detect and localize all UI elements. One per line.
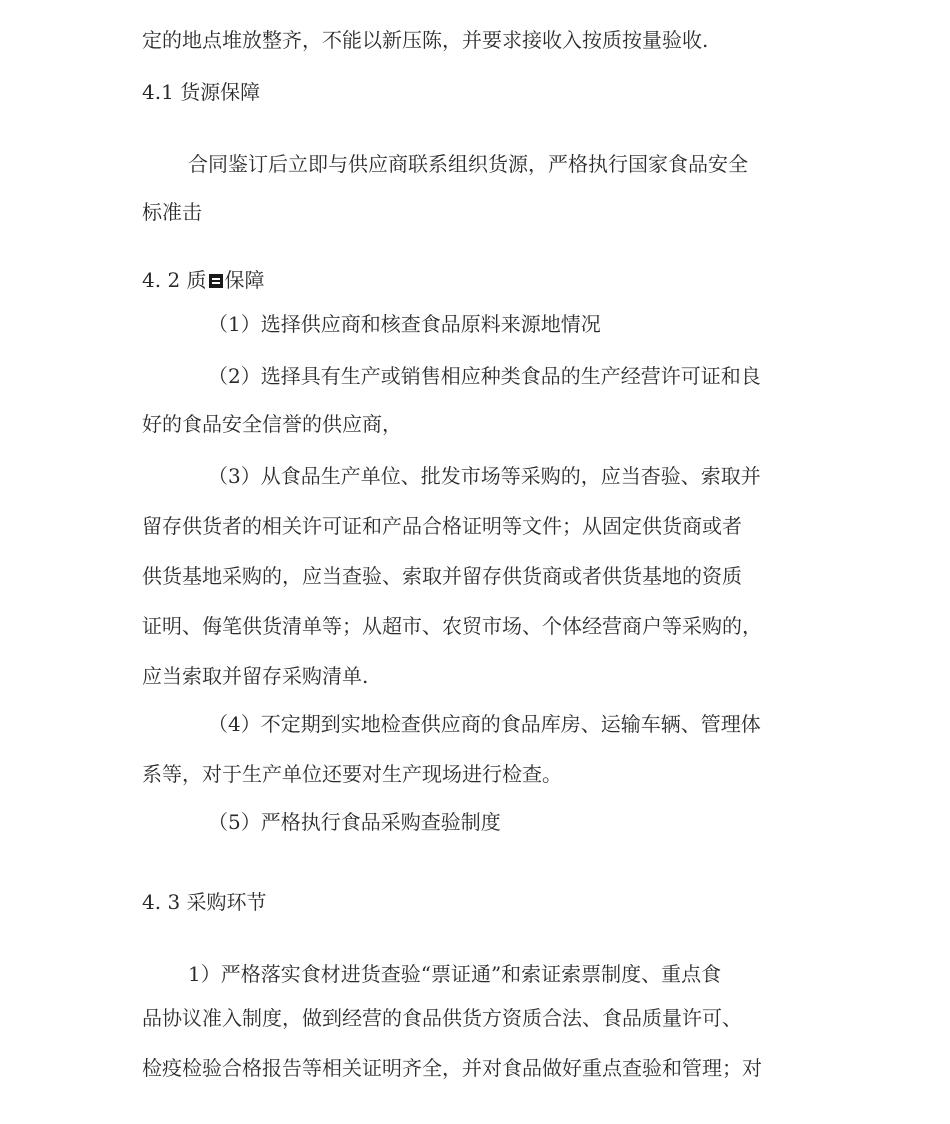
paragraph-line: 好的食品安全信誉的供应商， [142, 412, 402, 436]
list-item: （3）从食品生产单位、批发市场等采购的，应当杳验、索取并 [208, 464, 761, 488]
heading-part: 4. 2 质 [142, 268, 207, 292]
section-heading-4-1: 4.1 货源保障 [142, 80, 261, 104]
section-heading-4-3: 4. 3 采购环节 [142, 890, 267, 914]
paragraph-line: 定的地点堆放整齐，不能以新压陈，并要求接收入按质按量验收. [142, 28, 709, 52]
list-item: （1）选择供应商和核查食品原料来源地情况 [208, 312, 601, 336]
heading-part: 保障 [224, 268, 265, 292]
paragraph-line: 标准击 [142, 200, 202, 224]
list-item: 1）严格落实食材进货查验“票证通”和索证索票制度、重点食 [188, 962, 722, 986]
paragraph-line: 品协议准入制度，做到经营的食品供货方资质合法、食品质量许可、 [142, 1006, 742, 1030]
paragraph-line: 留存供货者的相关许可证和产品合格证明等文件；从固定供货商或者 [142, 514, 742, 538]
redacted-glyph-icon [209, 274, 223, 288]
paragraph-line: 供货基地采购的，应当查验、索取并留存供货商或者供货基地的资质 [142, 564, 742, 588]
paragraph-line: 系等，对于生产单位还要对生产现场进行检查。 [142, 762, 562, 786]
paragraph-line: 合同鉴订后立即与供应商联系组织货源，严格执行国家食品安全 [188, 152, 748, 176]
paragraph-line: 证明、侮笔供货清单等；从超市、农贸市场、个体经营商户等采购的， [142, 614, 762, 638]
list-item: （5）严格执行食品采购查验制度 [208, 810, 501, 834]
list-item: （4）不定期到实地检查供应商的食品库房、运输车辆、管理体 [208, 712, 761, 736]
section-heading-4-2 [142, 268, 265, 292]
paragraph-line: 检疫检验合格报告等相关证明齐全，并对食品做好重点查验和管理；对 [142, 1056, 762, 1080]
list-item: （2）选择具有生产或销售相应种类食品的生产经营许可证和良 [208, 364, 761, 388]
paragraph-line: 应当索取并留存采购清单. [142, 664, 369, 688]
